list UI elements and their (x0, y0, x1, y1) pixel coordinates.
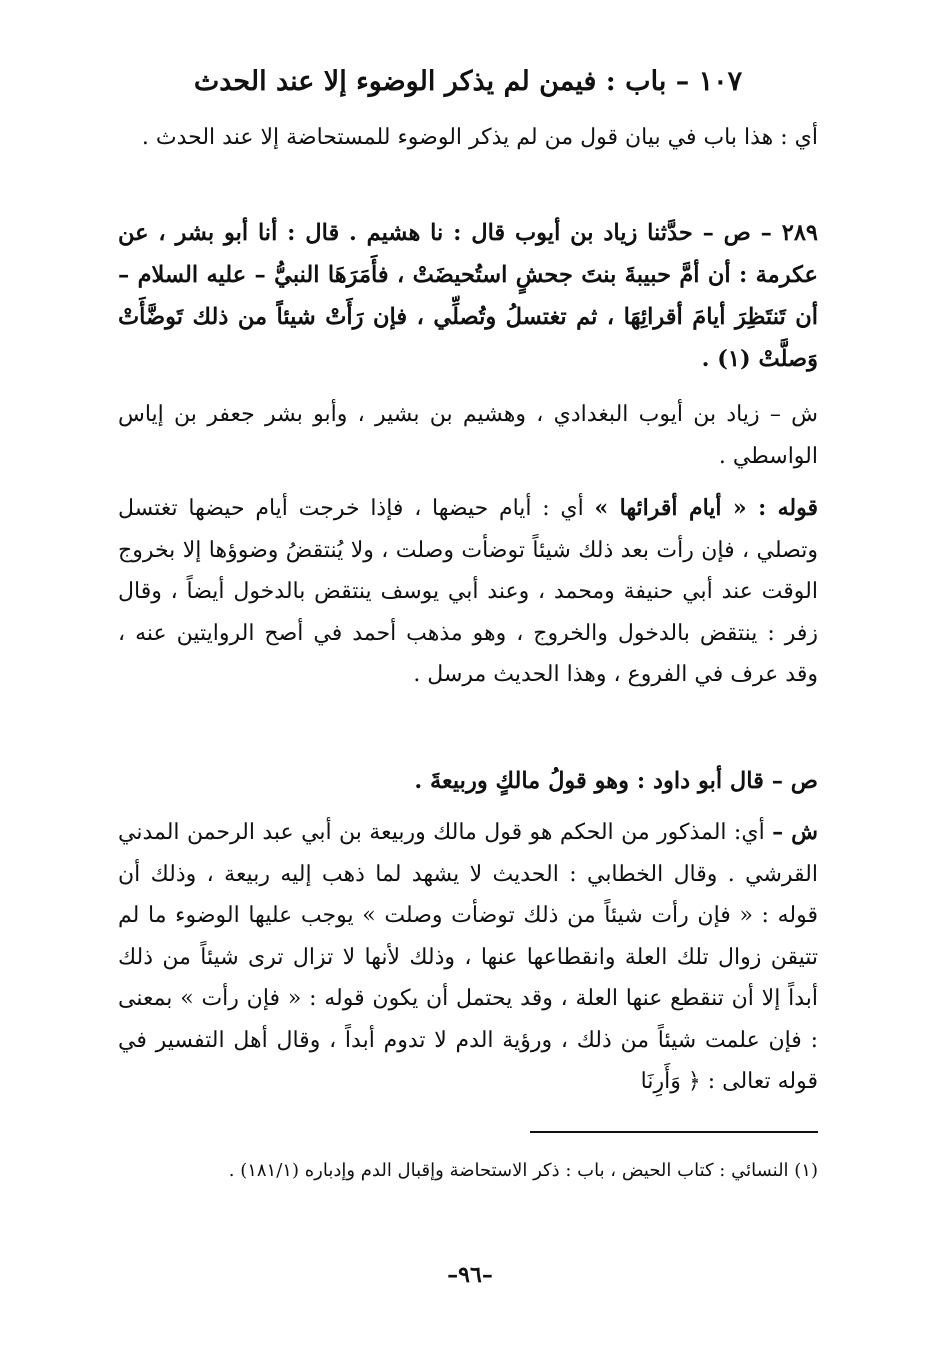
qawluhu-label: قوله : « أيام أقرائها » (594, 495, 818, 521)
chapter-title: ١٠٧ – باب : فيمن لم يذكر الوضوء إلا عند الحدث (193, 66, 743, 97)
page-number: –٩٦– (447, 1262, 493, 1288)
sharh-narrators-paragraph (118, 394, 818, 477)
intro-paragraph (118, 117, 818, 159)
sharh-narrators-text: ش – زياد بن أيوب البغدادي ، وهشيم بن بشير ، وأبو بشر جعفر بن إياس الواسطي . (118, 402, 818, 469)
hadith-text: ٢٨٩ – ص – حدَّثنا زياد بن أيوب قال : نا هشيم . قال : أنا أبو بشر ، عن عكرمة : أن أمَّ حبيبةَ بنتَ جحشٍ استُحيضَتْ ، فأَمَرَهَا النبيُّ – عليه السلام – أن تَنتَظِرَ أيامَ أقرائِهَا ، ثم تغتسلُ وتُصلِّي ، فإن رَأَتْ شيئاً من ذلك تَوضَّأَتْ وَصلَّتْ (١) . (118, 220, 818, 372)
qawluhu-body: أي : أيام حيضها ، فإذا خرجت أيام حيضها تغتسل وتصلي ، فإن رأت بعد ذلك شيئاً توضأت وصلت ، ولا يُنتقضُ وضوؤها إلا بخروج الوقت عند أبي حنيفة ومحمد ، وعند أبي يوسف ينتقض بالدخول أيضاً ، وقال زفر : ينتقض بالدخول والخروج ، وهو مذهب أحمد في أصح الروايتين عنه ، وقد عرف في الفروع ، وهذا الحديث مرسل . (118, 496, 818, 687)
hadith-paragraph (118, 212, 818, 380)
abu-dawud-paragraph (118, 760, 818, 802)
sharh-explanation-text (118, 812, 818, 1103)
intro-text: أي : هذا باب في بيان قول من لم يذكر الوضوء للمستحاضة إلا عند الحدث . (141, 125, 818, 150)
sharh-explanation-label: ش – (772, 819, 818, 845)
footnote-divider (530, 1131, 818, 1133)
sharh-explanation-paragraph (118, 812, 818, 1103)
sharh-explanation-body: أي: المذكور من الحكم هو قول مالك وربيعة بن أبي عبد الرحمن المدني القرشي . وقال الخطابي : الحديث لا يشهد لما ذهب إليه ربيعة ، وذلك أن قوله : « فإن رأت شيئاً من ذلك توضأت وصلت » يوجب عليها الوضوء ما لم تتيقن زوال تلك العلة وانقطاعها عنها ، وذلك لأنها لا تزال ترى شيئاً من ذلك أبداً إلا أن تنقطع عنها العلة ، وقد يحتمل أن يكون قوله : « فإن رأت » بمعنى : فإن علمت شيئاً من ذلك ، ورؤية الدم لا تدوم أبداً ، وقال أهل التفسير في قوله تعالى : ﴿ وَأَرِنَا (118, 820, 818, 1094)
footnote: (١) النسائي : كتاب الحيض ، باب : ذكر الاستحاضة وإقبال الدم وإدباره (١٨١/١) . (228, 1160, 818, 1181)
qawluhu-text (118, 488, 818, 696)
abu-dawud-text: ص – قال أبو داود : وهو قولُ مالكٍ وربيعةَ . (414, 768, 818, 794)
qawluhu-paragraph (118, 488, 818, 696)
